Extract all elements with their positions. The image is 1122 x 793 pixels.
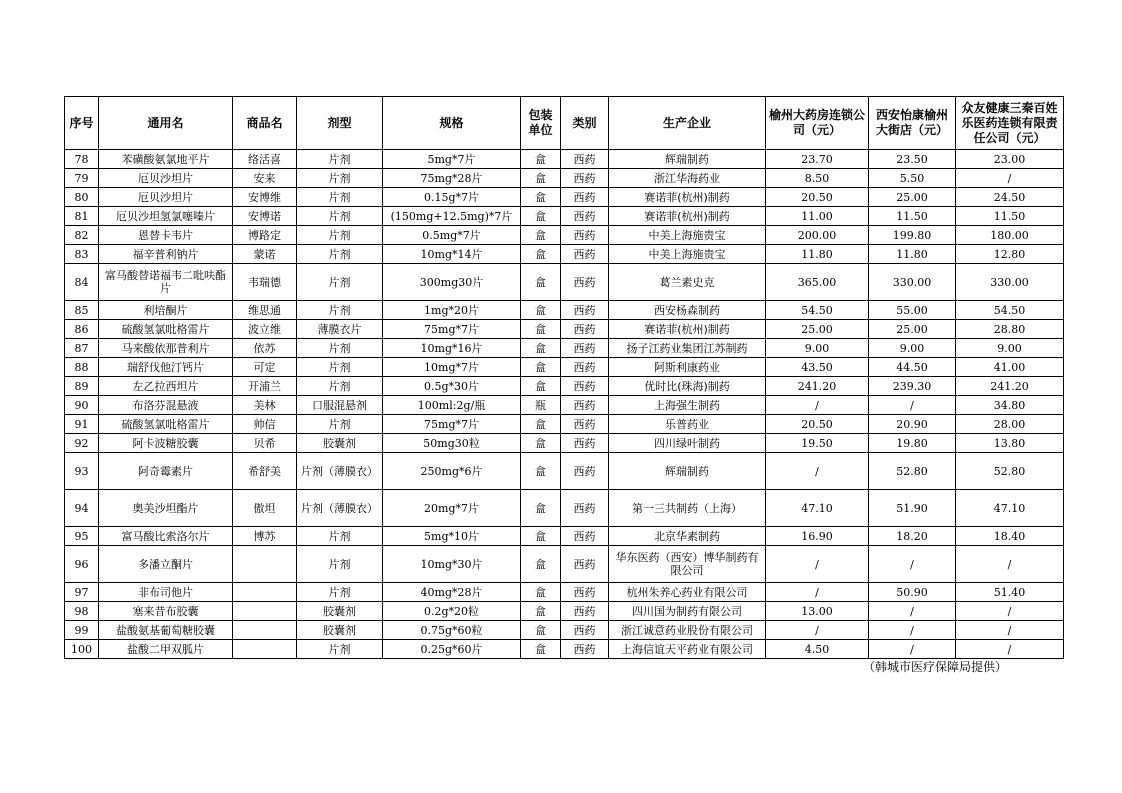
cell-category: 西药 bbox=[561, 546, 609, 583]
cell-manufacturer: 杭州朱养心药业有限公司 bbox=[609, 583, 766, 602]
header-dosage-form: 剂型 bbox=[297, 97, 383, 150]
cell-brand-name: 博苏 bbox=[233, 527, 297, 546]
cell-package-unit: 盒 bbox=[521, 188, 561, 207]
cell-category: 西药 bbox=[561, 527, 609, 546]
cell-package-unit: 盒 bbox=[521, 415, 561, 434]
cell-manufacturer: 上海信谊天平药业有限公司 bbox=[609, 640, 766, 659]
cell-manufacturer: 赛诺菲(杭州)制药 bbox=[609, 320, 766, 339]
cell-price-store-3: / bbox=[956, 621, 1064, 640]
table-row bbox=[65, 188, 1064, 207]
cell-price-store-1: 4.50 bbox=[766, 640, 869, 659]
cell-index: 80 bbox=[65, 188, 99, 207]
cell-price-store-3: 18.40 bbox=[956, 527, 1064, 546]
cell-generic-name: 恩替卡韦片 bbox=[99, 226, 233, 245]
cell-price-store-2: 199.80 bbox=[869, 226, 956, 245]
cell-price-store-3: 11.50 bbox=[956, 207, 1064, 226]
table-row bbox=[65, 264, 1064, 301]
cell-price-store-3: 24.50 bbox=[956, 188, 1064, 207]
cell-manufacturer: 浙江华海药业 bbox=[609, 169, 766, 188]
cell-index: 81 bbox=[65, 207, 99, 226]
cell-dosage-form: 片剂 bbox=[297, 188, 383, 207]
cell-category: 西药 bbox=[561, 453, 609, 490]
cell-price-store-2: 11.50 bbox=[869, 207, 956, 226]
cell-generic-name: 苯磺酸氨氯地平片 bbox=[99, 150, 233, 169]
cell-category: 西药 bbox=[561, 415, 609, 434]
cell-dosage-form: 片剂（薄膜衣） bbox=[297, 490, 383, 527]
cell-price-store-3: 51.40 bbox=[956, 583, 1064, 602]
cell-package-unit: 盒 bbox=[521, 621, 561, 640]
table-row bbox=[65, 434, 1064, 453]
cell-dosage-form: 片剂 bbox=[297, 169, 383, 188]
cell-price-store-2: 50.90 bbox=[869, 583, 956, 602]
cell-brand-name bbox=[233, 583, 297, 602]
cell-spec: 40mg*28片 bbox=[383, 583, 521, 602]
table-row bbox=[65, 602, 1064, 621]
cell-dosage-form: 片剂 bbox=[297, 150, 383, 169]
cell-dosage-form: 片剂 bbox=[297, 358, 383, 377]
header-price-store-2: 西安怡康榆州大街店（元） bbox=[869, 97, 956, 150]
cell-brand-name: 傲坦 bbox=[233, 490, 297, 527]
cell-generic-name: 奥美沙坦酯片 bbox=[99, 490, 233, 527]
cell-price-store-2: 9.00 bbox=[869, 339, 956, 358]
cell-price-store-1: 47.10 bbox=[766, 490, 869, 527]
cell-spec: 50mg30粒 bbox=[383, 434, 521, 453]
cell-price-store-3: 47.10 bbox=[956, 490, 1064, 527]
cell-generic-name: 布洛芬混悬液 bbox=[99, 396, 233, 415]
table-row bbox=[65, 546, 1064, 583]
cell-price-store-1: / bbox=[766, 396, 869, 415]
cell-price-store-2: / bbox=[869, 546, 956, 583]
cell-manufacturer: 西安杨森制药 bbox=[609, 301, 766, 320]
cell-dosage-form: 胶囊剂 bbox=[297, 602, 383, 621]
cell-generic-name: 盐酸二甲双胍片 bbox=[99, 640, 233, 659]
cell-index: 98 bbox=[65, 602, 99, 621]
cell-brand-name bbox=[233, 640, 297, 659]
cell-price-store-1: 13.00 bbox=[766, 602, 869, 621]
cell-price-store-2: / bbox=[869, 621, 956, 640]
cell-generic-name: 左乙拉西坦片 bbox=[99, 377, 233, 396]
cell-index: 96 bbox=[65, 546, 99, 583]
cell-index: 92 bbox=[65, 434, 99, 453]
cell-generic-name: 马来酸依那普利片 bbox=[99, 339, 233, 358]
cell-manufacturer: 赛诺菲(杭州)制药 bbox=[609, 207, 766, 226]
cell-index: 93 bbox=[65, 453, 99, 490]
cell-spec: 10mg*30片 bbox=[383, 546, 521, 583]
header-index: 序号 bbox=[65, 97, 99, 150]
cell-price-store-2: 19.80 bbox=[869, 434, 956, 453]
table-body bbox=[65, 150, 1064, 659]
header-package-unit: 包装单位 bbox=[521, 97, 561, 150]
cell-package-unit: 盒 bbox=[521, 546, 561, 583]
cell-package-unit: 瓶 bbox=[521, 396, 561, 415]
cell-price-store-1: / bbox=[766, 621, 869, 640]
cell-package-unit: 盒 bbox=[521, 453, 561, 490]
header-specification: 规格 bbox=[383, 97, 521, 150]
cell-brand-name: 依苏 bbox=[233, 339, 297, 358]
cell-spec: 0.75g*60粒 bbox=[383, 621, 521, 640]
source-note: （韩城市医疗保障局提供） bbox=[862, 660, 1007, 674]
table-row bbox=[65, 245, 1064, 264]
cell-index: 94 bbox=[65, 490, 99, 527]
cell-spec: 300mg30片 bbox=[383, 264, 521, 301]
cell-price-store-2: 11.80 bbox=[869, 245, 956, 264]
cell-generic-name: 富马酸比索洛尔片 bbox=[99, 527, 233, 546]
cell-dosage-form: 片剂 bbox=[297, 207, 383, 226]
cell-dosage-form: 薄膜衣片 bbox=[297, 320, 383, 339]
cell-package-unit: 盒 bbox=[521, 527, 561, 546]
cell-brand-name: 博路定 bbox=[233, 226, 297, 245]
cell-price-store-3: / bbox=[956, 169, 1064, 188]
cell-brand-name bbox=[233, 621, 297, 640]
cell-manufacturer: 扬子江药业集团江苏制药 bbox=[609, 339, 766, 358]
cell-category: 西药 bbox=[561, 602, 609, 621]
cell-price-store-1: 23.70 bbox=[766, 150, 869, 169]
price-table bbox=[64, 96, 1064, 659]
table-row bbox=[65, 207, 1064, 226]
cell-generic-name: 富马酸替诺福韦二吡呋酯片 bbox=[99, 264, 233, 301]
cell-category: 西药 bbox=[561, 169, 609, 188]
cell-category: 西药 bbox=[561, 245, 609, 264]
cell-manufacturer: 第一三共制药（上海） bbox=[609, 490, 766, 527]
cell-category: 西药 bbox=[561, 207, 609, 226]
cell-package-unit: 盒 bbox=[521, 226, 561, 245]
cell-price-store-1: 200.00 bbox=[766, 226, 869, 245]
cell-index: 78 bbox=[65, 150, 99, 169]
cell-index: 82 bbox=[65, 226, 99, 245]
table-row bbox=[65, 320, 1064, 339]
cell-index: 100 bbox=[65, 640, 99, 659]
cell-category: 西药 bbox=[561, 301, 609, 320]
cell-price-store-3: 13.80 bbox=[956, 434, 1064, 453]
cell-index: 85 bbox=[65, 301, 99, 320]
cell-package-unit: 盒 bbox=[521, 264, 561, 301]
cell-index: 97 bbox=[65, 583, 99, 602]
cell-price-store-2: / bbox=[869, 396, 956, 415]
cell-brand-name: 波立维 bbox=[233, 320, 297, 339]
cell-generic-name: 塞来昔布胶囊 bbox=[99, 602, 233, 621]
cell-price-store-1: 25.00 bbox=[766, 320, 869, 339]
cell-dosage-form: 片剂 bbox=[297, 301, 383, 320]
cell-package-unit: 盒 bbox=[521, 434, 561, 453]
cell-price-store-1: 16.90 bbox=[766, 527, 869, 546]
cell-package-unit: 盒 bbox=[521, 245, 561, 264]
cell-category: 西药 bbox=[561, 490, 609, 527]
cell-category: 西药 bbox=[561, 583, 609, 602]
cell-price-store-2: 5.50 bbox=[869, 169, 956, 188]
cell-price-store-3: 180.00 bbox=[956, 226, 1064, 245]
cell-index: 90 bbox=[65, 396, 99, 415]
cell-price-store-3: 241.20 bbox=[956, 377, 1064, 396]
cell-manufacturer: 上海强生制药 bbox=[609, 396, 766, 415]
cell-brand-name: 安来 bbox=[233, 169, 297, 188]
cell-manufacturer: 辉瑞制药 bbox=[609, 150, 766, 169]
cell-brand-name: 络活喜 bbox=[233, 150, 297, 169]
cell-generic-name: 盐酸氨基葡萄糖胶囊 bbox=[99, 621, 233, 640]
cell-brand-name: 贝希 bbox=[233, 434, 297, 453]
cell-spec: 75mg*28片 bbox=[383, 169, 521, 188]
header-price-store-3: 众友健康三秦百姓乐医药连锁有限责任公司（元） bbox=[956, 97, 1064, 150]
table-header-row bbox=[65, 97, 1064, 150]
cell-index: 83 bbox=[65, 245, 99, 264]
cell-package-unit: 盒 bbox=[521, 150, 561, 169]
cell-category: 西药 bbox=[561, 226, 609, 245]
cell-price-store-1: 19.50 bbox=[766, 434, 869, 453]
cell-brand-name: 安博维 bbox=[233, 188, 297, 207]
cell-spec: 1mg*20片 bbox=[383, 301, 521, 320]
cell-package-unit: 盒 bbox=[521, 339, 561, 358]
cell-package-unit: 盒 bbox=[521, 358, 561, 377]
cell-index: 91 bbox=[65, 415, 99, 434]
cell-dosage-form: 片剂 bbox=[297, 527, 383, 546]
cell-price-store-3: 28.00 bbox=[956, 415, 1064, 434]
cell-package-unit: 盒 bbox=[521, 490, 561, 527]
cell-generic-name: 利培酮片 bbox=[99, 301, 233, 320]
cell-generic-name: 硫酸氢氯吡格雷片 bbox=[99, 415, 233, 434]
cell-price-store-1: 8.50 bbox=[766, 169, 869, 188]
header-price-store-1: 榆州大药房连锁公司（元） bbox=[766, 97, 869, 150]
cell-manufacturer: 辉瑞制药 bbox=[609, 453, 766, 490]
cell-brand-name: 美林 bbox=[233, 396, 297, 415]
cell-brand-name bbox=[233, 546, 297, 583]
cell-dosage-form: 片剂 bbox=[297, 226, 383, 245]
header-category: 类别 bbox=[561, 97, 609, 150]
cell-index: 87 bbox=[65, 339, 99, 358]
table-row bbox=[65, 301, 1064, 320]
table-row bbox=[65, 377, 1064, 396]
cell-dosage-form: 片剂 bbox=[297, 264, 383, 301]
cell-manufacturer: 中美上海施贵宝 bbox=[609, 245, 766, 264]
cell-category: 西药 bbox=[561, 396, 609, 415]
cell-spec: 0.5mg*7片 bbox=[383, 226, 521, 245]
cell-price-store-3: / bbox=[956, 546, 1064, 583]
cell-dosage-form: 片剂 bbox=[297, 583, 383, 602]
cell-category: 西药 bbox=[561, 621, 609, 640]
cell-spec: 250mg*6片 bbox=[383, 453, 521, 490]
cell-category: 西药 bbox=[561, 377, 609, 396]
table-row bbox=[65, 339, 1064, 358]
cell-price-store-1: 54.50 bbox=[766, 301, 869, 320]
cell-brand-name: 维思通 bbox=[233, 301, 297, 320]
cell-dosage-form: 胶囊剂 bbox=[297, 434, 383, 453]
cell-spec: 75mg*7片 bbox=[383, 320, 521, 339]
cell-price-store-2: 330.00 bbox=[869, 264, 956, 301]
cell-dosage-form: 片剂 bbox=[297, 546, 383, 583]
cell-brand-name: 蒙诺 bbox=[233, 245, 297, 264]
table-row bbox=[65, 490, 1064, 527]
cell-spec: 0.25g*60片 bbox=[383, 640, 521, 659]
table-row bbox=[65, 169, 1064, 188]
cell-manufacturer: 浙江诚意药业股份有限公司 bbox=[609, 621, 766, 640]
cell-index: 86 bbox=[65, 320, 99, 339]
cell-spec: 0.5g*30片 bbox=[383, 377, 521, 396]
cell-price-store-2: 18.20 bbox=[869, 527, 956, 546]
cell-package-unit: 盒 bbox=[521, 377, 561, 396]
cell-category: 西药 bbox=[561, 339, 609, 358]
cell-price-store-1: 11.80 bbox=[766, 245, 869, 264]
table-row bbox=[65, 453, 1064, 490]
cell-category: 西药 bbox=[561, 188, 609, 207]
cell-manufacturer: 华东医药（西安）博华制药有限公司 bbox=[609, 546, 766, 583]
cell-generic-name: 厄贝沙坦片 bbox=[99, 169, 233, 188]
cell-price-store-1: 365.00 bbox=[766, 264, 869, 301]
cell-dosage-form: 片剂 bbox=[297, 640, 383, 659]
cell-price-store-1: 241.20 bbox=[766, 377, 869, 396]
cell-spec: (150mg+12.5mg)*7片 bbox=[383, 207, 521, 226]
cell-generic-name: 多潘立酮片 bbox=[99, 546, 233, 583]
price-table-sheet bbox=[64, 96, 1063, 659]
cell-price-store-3: 9.00 bbox=[956, 339, 1064, 358]
table-row bbox=[65, 396, 1064, 415]
cell-package-unit: 盒 bbox=[521, 169, 561, 188]
cell-dosage-form: 片剂（薄膜衣） bbox=[297, 453, 383, 490]
cell-price-store-2: 20.90 bbox=[869, 415, 956, 434]
header-manufacturer: 生产企业 bbox=[609, 97, 766, 150]
cell-price-store-2: 44.50 bbox=[869, 358, 956, 377]
cell-package-unit: 盒 bbox=[521, 301, 561, 320]
table-row bbox=[65, 583, 1064, 602]
cell-price-store-1: / bbox=[766, 453, 869, 490]
cell-manufacturer: 四川国为制药有限公司 bbox=[609, 602, 766, 621]
table-row bbox=[65, 150, 1064, 169]
cell-package-unit: 盒 bbox=[521, 583, 561, 602]
table-row bbox=[65, 226, 1064, 245]
cell-price-store-2: 52.80 bbox=[869, 453, 956, 490]
cell-price-store-3: 23.00 bbox=[956, 150, 1064, 169]
header-brand-name: 商品名 bbox=[233, 97, 297, 150]
cell-index: 89 bbox=[65, 377, 99, 396]
cell-brand-name: 安博诺 bbox=[233, 207, 297, 226]
cell-category: 西药 bbox=[561, 434, 609, 453]
table-row bbox=[65, 415, 1064, 434]
cell-dosage-form: 胶囊剂 bbox=[297, 621, 383, 640]
table-row bbox=[65, 640, 1064, 659]
cell-index: 84 bbox=[65, 264, 99, 301]
cell-generic-name: 瑞舒伐他汀钙片 bbox=[99, 358, 233, 377]
cell-index: 99 bbox=[65, 621, 99, 640]
cell-price-store-2: 55.00 bbox=[869, 301, 956, 320]
cell-generic-name: 阿卡波糖胶囊 bbox=[99, 434, 233, 453]
cell-brand-name: 帅信 bbox=[233, 415, 297, 434]
cell-manufacturer: 优时比(珠海)制药 bbox=[609, 377, 766, 396]
cell-dosage-form: 口服混悬剂 bbox=[297, 396, 383, 415]
cell-category: 西药 bbox=[561, 358, 609, 377]
table-row bbox=[65, 621, 1064, 640]
cell-price-store-3: / bbox=[956, 602, 1064, 621]
cell-manufacturer: 中美上海施贵宝 bbox=[609, 226, 766, 245]
cell-manufacturer: 乐普药业 bbox=[609, 415, 766, 434]
cell-price-store-1: 11.00 bbox=[766, 207, 869, 226]
cell-dosage-form: 片剂 bbox=[297, 415, 383, 434]
cell-package-unit: 盒 bbox=[521, 602, 561, 621]
cell-spec: 0.15g*7片 bbox=[383, 188, 521, 207]
cell-price-store-2: 23.50 bbox=[869, 150, 956, 169]
cell-spec: 5mg*10片 bbox=[383, 527, 521, 546]
cell-brand-name: 韦瑞德 bbox=[233, 264, 297, 301]
cell-manufacturer: 赛诺菲(杭州)制药 bbox=[609, 188, 766, 207]
cell-package-unit: 盒 bbox=[521, 207, 561, 226]
cell-price-store-3: 52.80 bbox=[956, 453, 1064, 490]
cell-category: 西药 bbox=[561, 320, 609, 339]
cell-generic-name: 福辛普利钠片 bbox=[99, 245, 233, 264]
cell-package-unit: 盒 bbox=[521, 640, 561, 659]
cell-price-store-1: 20.50 bbox=[766, 188, 869, 207]
cell-spec: 5mg*7片 bbox=[383, 150, 521, 169]
table-row bbox=[65, 527, 1064, 546]
cell-spec: 10mg*16片 bbox=[383, 339, 521, 358]
cell-manufacturer: 阿斯利康药业 bbox=[609, 358, 766, 377]
cell-manufacturer: 北京华素制药 bbox=[609, 527, 766, 546]
cell-package-unit: 盒 bbox=[521, 320, 561, 339]
cell-index: 79 bbox=[65, 169, 99, 188]
cell-price-store-1: 9.00 bbox=[766, 339, 869, 358]
table-row bbox=[65, 358, 1064, 377]
cell-price-store-3: 28.80 bbox=[956, 320, 1064, 339]
cell-price-store-3: 41.00 bbox=[956, 358, 1064, 377]
cell-brand-name: 希舒美 bbox=[233, 453, 297, 490]
cell-category: 西药 bbox=[561, 640, 609, 659]
cell-index: 95 bbox=[65, 527, 99, 546]
cell-brand-name: 可定 bbox=[233, 358, 297, 377]
cell-category: 西药 bbox=[561, 264, 609, 301]
cell-dosage-form: 片剂 bbox=[297, 377, 383, 396]
cell-manufacturer: 葛兰素史克 bbox=[609, 264, 766, 301]
cell-generic-name: 厄贝沙坦氢氯噻嗪片 bbox=[99, 207, 233, 226]
cell-spec: 100ml:2g/瓶 bbox=[383, 396, 521, 415]
cell-price-store-1: 43.50 bbox=[766, 358, 869, 377]
cell-price-store-2: / bbox=[869, 640, 956, 659]
cell-index: 88 bbox=[65, 358, 99, 377]
cell-spec: 20mg*7片 bbox=[383, 490, 521, 527]
cell-price-store-2: 25.00 bbox=[869, 320, 956, 339]
cell-price-store-3: 34.80 bbox=[956, 396, 1064, 415]
cell-category: 西药 bbox=[561, 150, 609, 169]
cell-price-store-3: 54.50 bbox=[956, 301, 1064, 320]
cell-price-store-2: 51.90 bbox=[869, 490, 956, 527]
cell-generic-name: 厄贝沙坦片 bbox=[99, 188, 233, 207]
cell-price-store-3: 12.80 bbox=[956, 245, 1064, 264]
cell-generic-name: 硫酸氢氯吡格雷片 bbox=[99, 320, 233, 339]
cell-price-store-2: / bbox=[869, 602, 956, 621]
cell-spec: 75mg*7片 bbox=[383, 415, 521, 434]
cell-generic-name: 阿奇霉素片 bbox=[99, 453, 233, 490]
cell-dosage-form: 片剂 bbox=[297, 339, 383, 358]
cell-dosage-form: 片剂 bbox=[297, 245, 383, 264]
cell-price-store-1: 20.50 bbox=[766, 415, 869, 434]
cell-price-store-3: / bbox=[956, 640, 1064, 659]
header-generic-name: 通用名 bbox=[99, 97, 233, 150]
cell-price-store-1: / bbox=[766, 583, 869, 602]
cell-spec: 10mg*7片 bbox=[383, 358, 521, 377]
cell-spec: 0.2g*20粒 bbox=[383, 602, 521, 621]
cell-brand-name bbox=[233, 602, 297, 621]
cell-spec: 10mg*14片 bbox=[383, 245, 521, 264]
cell-manufacturer: 四川绿叶制药 bbox=[609, 434, 766, 453]
cell-generic-name: 非布司他片 bbox=[99, 583, 233, 602]
cell-brand-name: 开浦兰 bbox=[233, 377, 297, 396]
cell-price-store-3: 330.00 bbox=[956, 264, 1064, 301]
cell-price-store-2: 239.30 bbox=[869, 377, 956, 396]
cell-price-store-2: 25.00 bbox=[869, 188, 956, 207]
cell-price-store-1: / bbox=[766, 546, 869, 583]
